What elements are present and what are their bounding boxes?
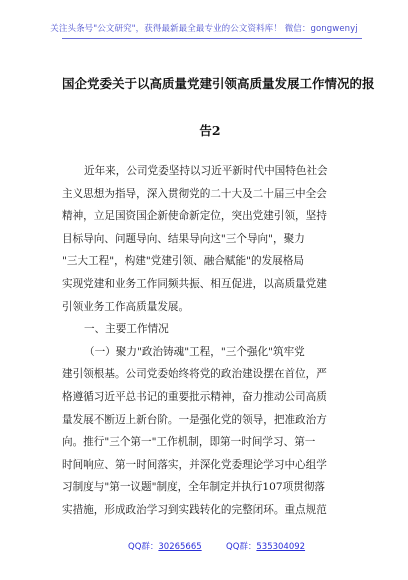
- body-line: 主义思想为指导，深入贯彻党的二十大及二十届三中全会: [62, 187, 327, 200]
- body-line: 格遵循习近平总书记的重要批示精神，奋力推动公司高质: [62, 390, 327, 403]
- footer-qq-group-2[interactable]: [226, 540, 305, 552]
- body-line: 时间响应、第一时间落实，并深化党委理论学习中心组学: [62, 458, 327, 471]
- qq-label: QQ群：: [128, 542, 159, 552]
- document-title-line-2: 告2: [199, 123, 221, 138]
- document-title-line-1: 国企党委关于以高质量党建引领高质量发展工作情况的报: [62, 76, 375, 91]
- body-line: 引领业务工作高质量发展。: [62, 300, 190, 313]
- section-heading: 一、主要工作情况: [84, 323, 169, 336]
- body-line: 目标导向、问题导向、结果导向这"三个导向"，聚力: [62, 232, 305, 245]
- body-line: （一）聚力"政治铸魂"工程，"三个强化"筑牢党: [84, 345, 305, 358]
- body-line: 建引领根基。公司党委始终将党的政治建设摆在首位，严: [62, 368, 327, 381]
- qq-number[interactable]: 535304092: [256, 542, 306, 552]
- body-line: "三大工程"，构建"党建引领、融合赋能"的发展格局: [62, 255, 304, 268]
- qq-number[interactable]: 30265665: [158, 542, 202, 552]
- header-banner: 关注头条号"公文研究"，获得最新最全最专业的公文资料库！ 微信：gongwenyj: [50, 24, 358, 34]
- body-line: 实措施，形成政治学习到实践转化的完整闭环。重点规范: [62, 503, 327, 516]
- body-line: 实现党建和业务工作同频共振、相互促进，以高质量党建: [62, 277, 327, 290]
- body-line: 精神，立足国资国企新使命新定位，突出党建引领，坚持: [62, 210, 327, 223]
- footer-qq-group-1[interactable]: [128, 540, 202, 552]
- qq-label: QQ群：: [226, 542, 257, 552]
- body-line: 近年来，公司党委坚持以习近平新时代中国特色社会: [84, 165, 328, 177]
- body-line: 量发展不断迈上新台阶。一是强化党的领导，把准政治方: [62, 413, 327, 426]
- header-divider: [62, 38, 362, 39]
- body-line: 向。推行"三个第一"工作机制，即第一时间学习、第一: [62, 436, 316, 449]
- document-body: [62, 160, 362, 522]
- body-line: 习制度与"第一议题"制度，全年制定并执行107项贯彻落: [62, 481, 326, 494]
